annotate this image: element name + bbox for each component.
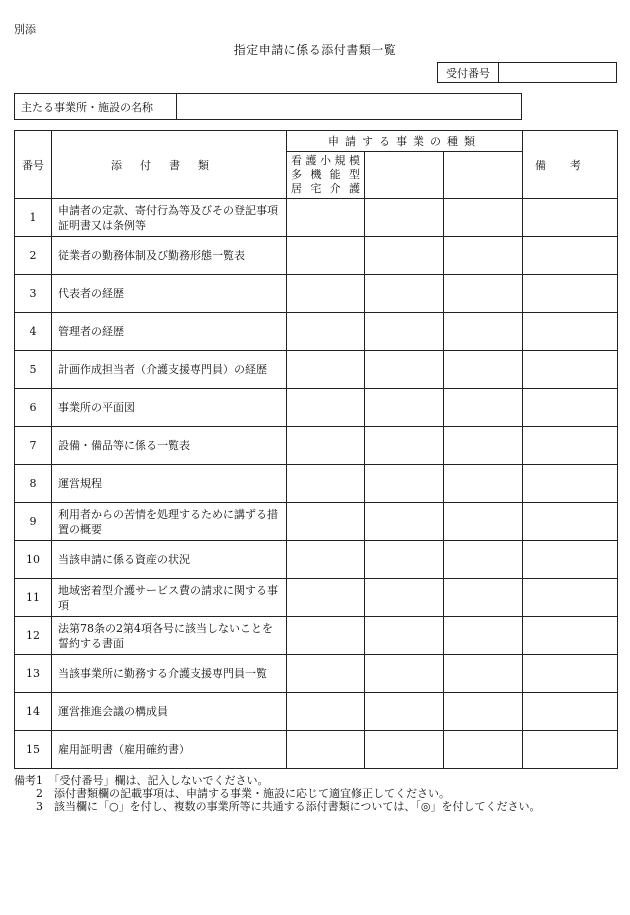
row-number: 3 bbox=[15, 275, 52, 313]
row-number: 9 bbox=[15, 503, 52, 541]
row-document: 運営推進会議の構成員 bbox=[52, 693, 287, 731]
service-check-cell[interactable] bbox=[444, 389, 523, 427]
table-row bbox=[15, 617, 618, 655]
remarks-notes bbox=[14, 774, 540, 813]
row-document: 運営規程 bbox=[52, 465, 287, 503]
service-check-cell[interactable] bbox=[444, 693, 523, 731]
service-check-cell[interactable] bbox=[365, 503, 444, 541]
table-row bbox=[15, 275, 618, 313]
row-number: 10 bbox=[15, 541, 52, 579]
service-check-cell[interactable] bbox=[365, 617, 444, 655]
service-check-cell[interactable] bbox=[287, 693, 365, 731]
table-row bbox=[15, 731, 618, 769]
page-title: 指定申請に係る添付書類一覧 bbox=[233, 43, 397, 57]
row-number: 14 bbox=[15, 693, 52, 731]
service-check-cell[interactable] bbox=[444, 237, 523, 275]
row-number: 8 bbox=[15, 465, 52, 503]
service-check-cell[interactable] bbox=[365, 427, 444, 465]
service-check-cell[interactable] bbox=[287, 731, 365, 769]
table-row bbox=[15, 579, 618, 617]
service-check-cell[interactable] bbox=[287, 389, 365, 427]
row-document: 設備・備品等に係る一覧表 bbox=[52, 427, 287, 465]
row-number: 13 bbox=[15, 655, 52, 693]
remarks-cell[interactable] bbox=[523, 693, 618, 731]
header-service-types: 申請する事業の種類 bbox=[287, 131, 523, 152]
receipt-number-label: 受付番号 bbox=[438, 63, 499, 83]
remarks-cell[interactable] bbox=[523, 465, 618, 503]
table-row bbox=[15, 541, 618, 579]
remarks-cell[interactable] bbox=[523, 199, 618, 237]
table-row bbox=[15, 199, 618, 237]
header-documents: 添付書類 bbox=[52, 131, 287, 199]
service-check-cell[interactable] bbox=[365, 731, 444, 769]
table-row bbox=[15, 389, 618, 427]
note-line: 備考1 「受付番号」欄は、記入しないでください。 bbox=[14, 774, 269, 787]
service-check-cell[interactable] bbox=[365, 579, 444, 617]
service-check-cell[interactable] bbox=[287, 617, 365, 655]
service-column-1 bbox=[287, 152, 365, 199]
table-row bbox=[15, 693, 618, 731]
table-row bbox=[15, 503, 618, 541]
note-line: 3 該当欄に「○」を付し、複数の事業所等に共通する添付書類については、「◎」を付してください。 bbox=[14, 800, 541, 813]
service-check-cell[interactable] bbox=[444, 579, 523, 617]
service-check-cell[interactable] bbox=[287, 579, 365, 617]
service-check-cell[interactable] bbox=[444, 199, 523, 237]
attachment-table bbox=[14, 130, 618, 769]
service-check-cell[interactable] bbox=[287, 199, 365, 237]
row-number: 2 bbox=[15, 237, 52, 275]
row-document: 利用者からの苦情を処理するために講ずる措置の概要 bbox=[52, 503, 287, 541]
table-row bbox=[15, 427, 618, 465]
remarks-cell[interactable] bbox=[523, 427, 618, 465]
service-check-cell[interactable] bbox=[365, 693, 444, 731]
service-column-2 bbox=[365, 152, 444, 199]
row-number: 1 bbox=[15, 199, 52, 237]
table-row bbox=[15, 465, 618, 503]
service-check-cell[interactable] bbox=[444, 275, 523, 313]
service-check-cell[interactable] bbox=[365, 655, 444, 693]
remarks-cell[interactable] bbox=[523, 237, 618, 275]
table-row bbox=[15, 313, 618, 351]
service-check-cell[interactable] bbox=[365, 313, 444, 351]
row-document: 代表者の経歴 bbox=[52, 275, 287, 313]
row-number: 4 bbox=[15, 313, 52, 351]
facility-name-label: 主たる事業所・施設の名称 bbox=[15, 94, 177, 120]
row-document: 地域密着型介護サービス費の請求に関する事項 bbox=[52, 579, 287, 617]
row-document: 当該申請に係る資産の状況 bbox=[52, 541, 287, 579]
remarks-cell[interactable] bbox=[523, 313, 618, 351]
remarks-cell[interactable] bbox=[523, 275, 618, 313]
remarks-cell[interactable] bbox=[523, 503, 618, 541]
service-check-cell[interactable] bbox=[444, 541, 523, 579]
facility-name-field[interactable] bbox=[177, 94, 522, 120]
service-check-cell[interactable] bbox=[365, 237, 444, 275]
row-document: 管理者の経歴 bbox=[52, 313, 287, 351]
service-check-cell[interactable] bbox=[444, 655, 523, 693]
remarks-cell[interactable] bbox=[523, 579, 618, 617]
service-check-cell[interactable] bbox=[365, 465, 444, 503]
row-document: 事業所の平面図 bbox=[52, 389, 287, 427]
service-check-cell[interactable] bbox=[365, 541, 444, 579]
row-document: 従業者の勤務体制及び勤務形態一覧表 bbox=[52, 237, 287, 275]
service-check-cell[interactable] bbox=[444, 617, 523, 655]
service-check-cell[interactable] bbox=[444, 503, 523, 541]
service-check-cell[interactable] bbox=[287, 237, 365, 275]
table-row bbox=[15, 655, 618, 693]
service-check-cell[interactable] bbox=[444, 313, 523, 351]
row-number: 6 bbox=[15, 389, 52, 427]
service-column-1-line: 多機能型 bbox=[291, 168, 360, 181]
table-row bbox=[15, 351, 618, 389]
row-number: 7 bbox=[15, 427, 52, 465]
facility-name-box bbox=[14, 93, 522, 120]
row-document: 法第78条の2第4項各号に該当しないことを誓約する書面 bbox=[52, 617, 287, 655]
service-check-cell[interactable] bbox=[365, 389, 444, 427]
row-number: 12 bbox=[15, 617, 52, 655]
receipt-number-box bbox=[437, 62, 617, 83]
service-check-cell[interactable] bbox=[287, 275, 365, 313]
service-check-cell[interactable] bbox=[287, 503, 365, 541]
row-document: 申請者の定款、寄付行為等及びその登記事項証明書又は条例等 bbox=[52, 199, 287, 237]
service-check-cell[interactable] bbox=[444, 731, 523, 769]
remarks-cell[interactable] bbox=[523, 655, 618, 693]
service-check-cell[interactable] bbox=[287, 427, 365, 465]
row-document: 雇用証明書（雇用確約書） bbox=[52, 731, 287, 769]
service-check-cell[interactable] bbox=[287, 351, 365, 389]
table-row bbox=[15, 237, 618, 275]
service-check-cell[interactable] bbox=[444, 427, 523, 465]
service-check-cell[interactable] bbox=[287, 655, 365, 693]
row-document: 当該事業所に勤務する介護支援専門員一覧 bbox=[52, 655, 287, 693]
remarks-cell[interactable] bbox=[523, 389, 618, 427]
service-check-cell[interactable] bbox=[365, 199, 444, 237]
row-number: 11 bbox=[15, 579, 52, 617]
remarks-cell[interactable] bbox=[523, 731, 618, 769]
service-check-cell[interactable] bbox=[444, 351, 523, 389]
appendix-label: 別添 bbox=[14, 23, 36, 36]
header-number: 番号 bbox=[15, 131, 52, 199]
receipt-number-field[interactable] bbox=[499, 63, 617, 83]
service-check-cell[interactable] bbox=[365, 351, 444, 389]
service-check-cell[interactable] bbox=[365, 275, 444, 313]
remarks-cell[interactable] bbox=[523, 617, 618, 655]
row-document: 計画作成担当者（介護支援専門員）の経歴 bbox=[52, 351, 287, 389]
service-column-3 bbox=[444, 152, 523, 199]
service-column-1-line: 居宅介護 bbox=[291, 182, 360, 195]
service-check-cell[interactable] bbox=[287, 541, 365, 579]
service-check-cell[interactable] bbox=[287, 465, 365, 503]
service-column-1-line: 看護小規模 bbox=[291, 154, 360, 167]
row-number: 5 bbox=[15, 351, 52, 389]
note-line: 2 添付書類欄の記載事項は、申請する事業・施設に応じて適宜修正してください。 bbox=[14, 787, 450, 800]
remarks-cell[interactable] bbox=[523, 351, 618, 389]
header-remarks: 備考 bbox=[523, 131, 618, 199]
remarks-cell[interactable] bbox=[523, 541, 618, 579]
service-check-cell[interactable] bbox=[444, 465, 523, 503]
row-number: 15 bbox=[15, 731, 52, 769]
service-check-cell[interactable] bbox=[287, 313, 365, 351]
